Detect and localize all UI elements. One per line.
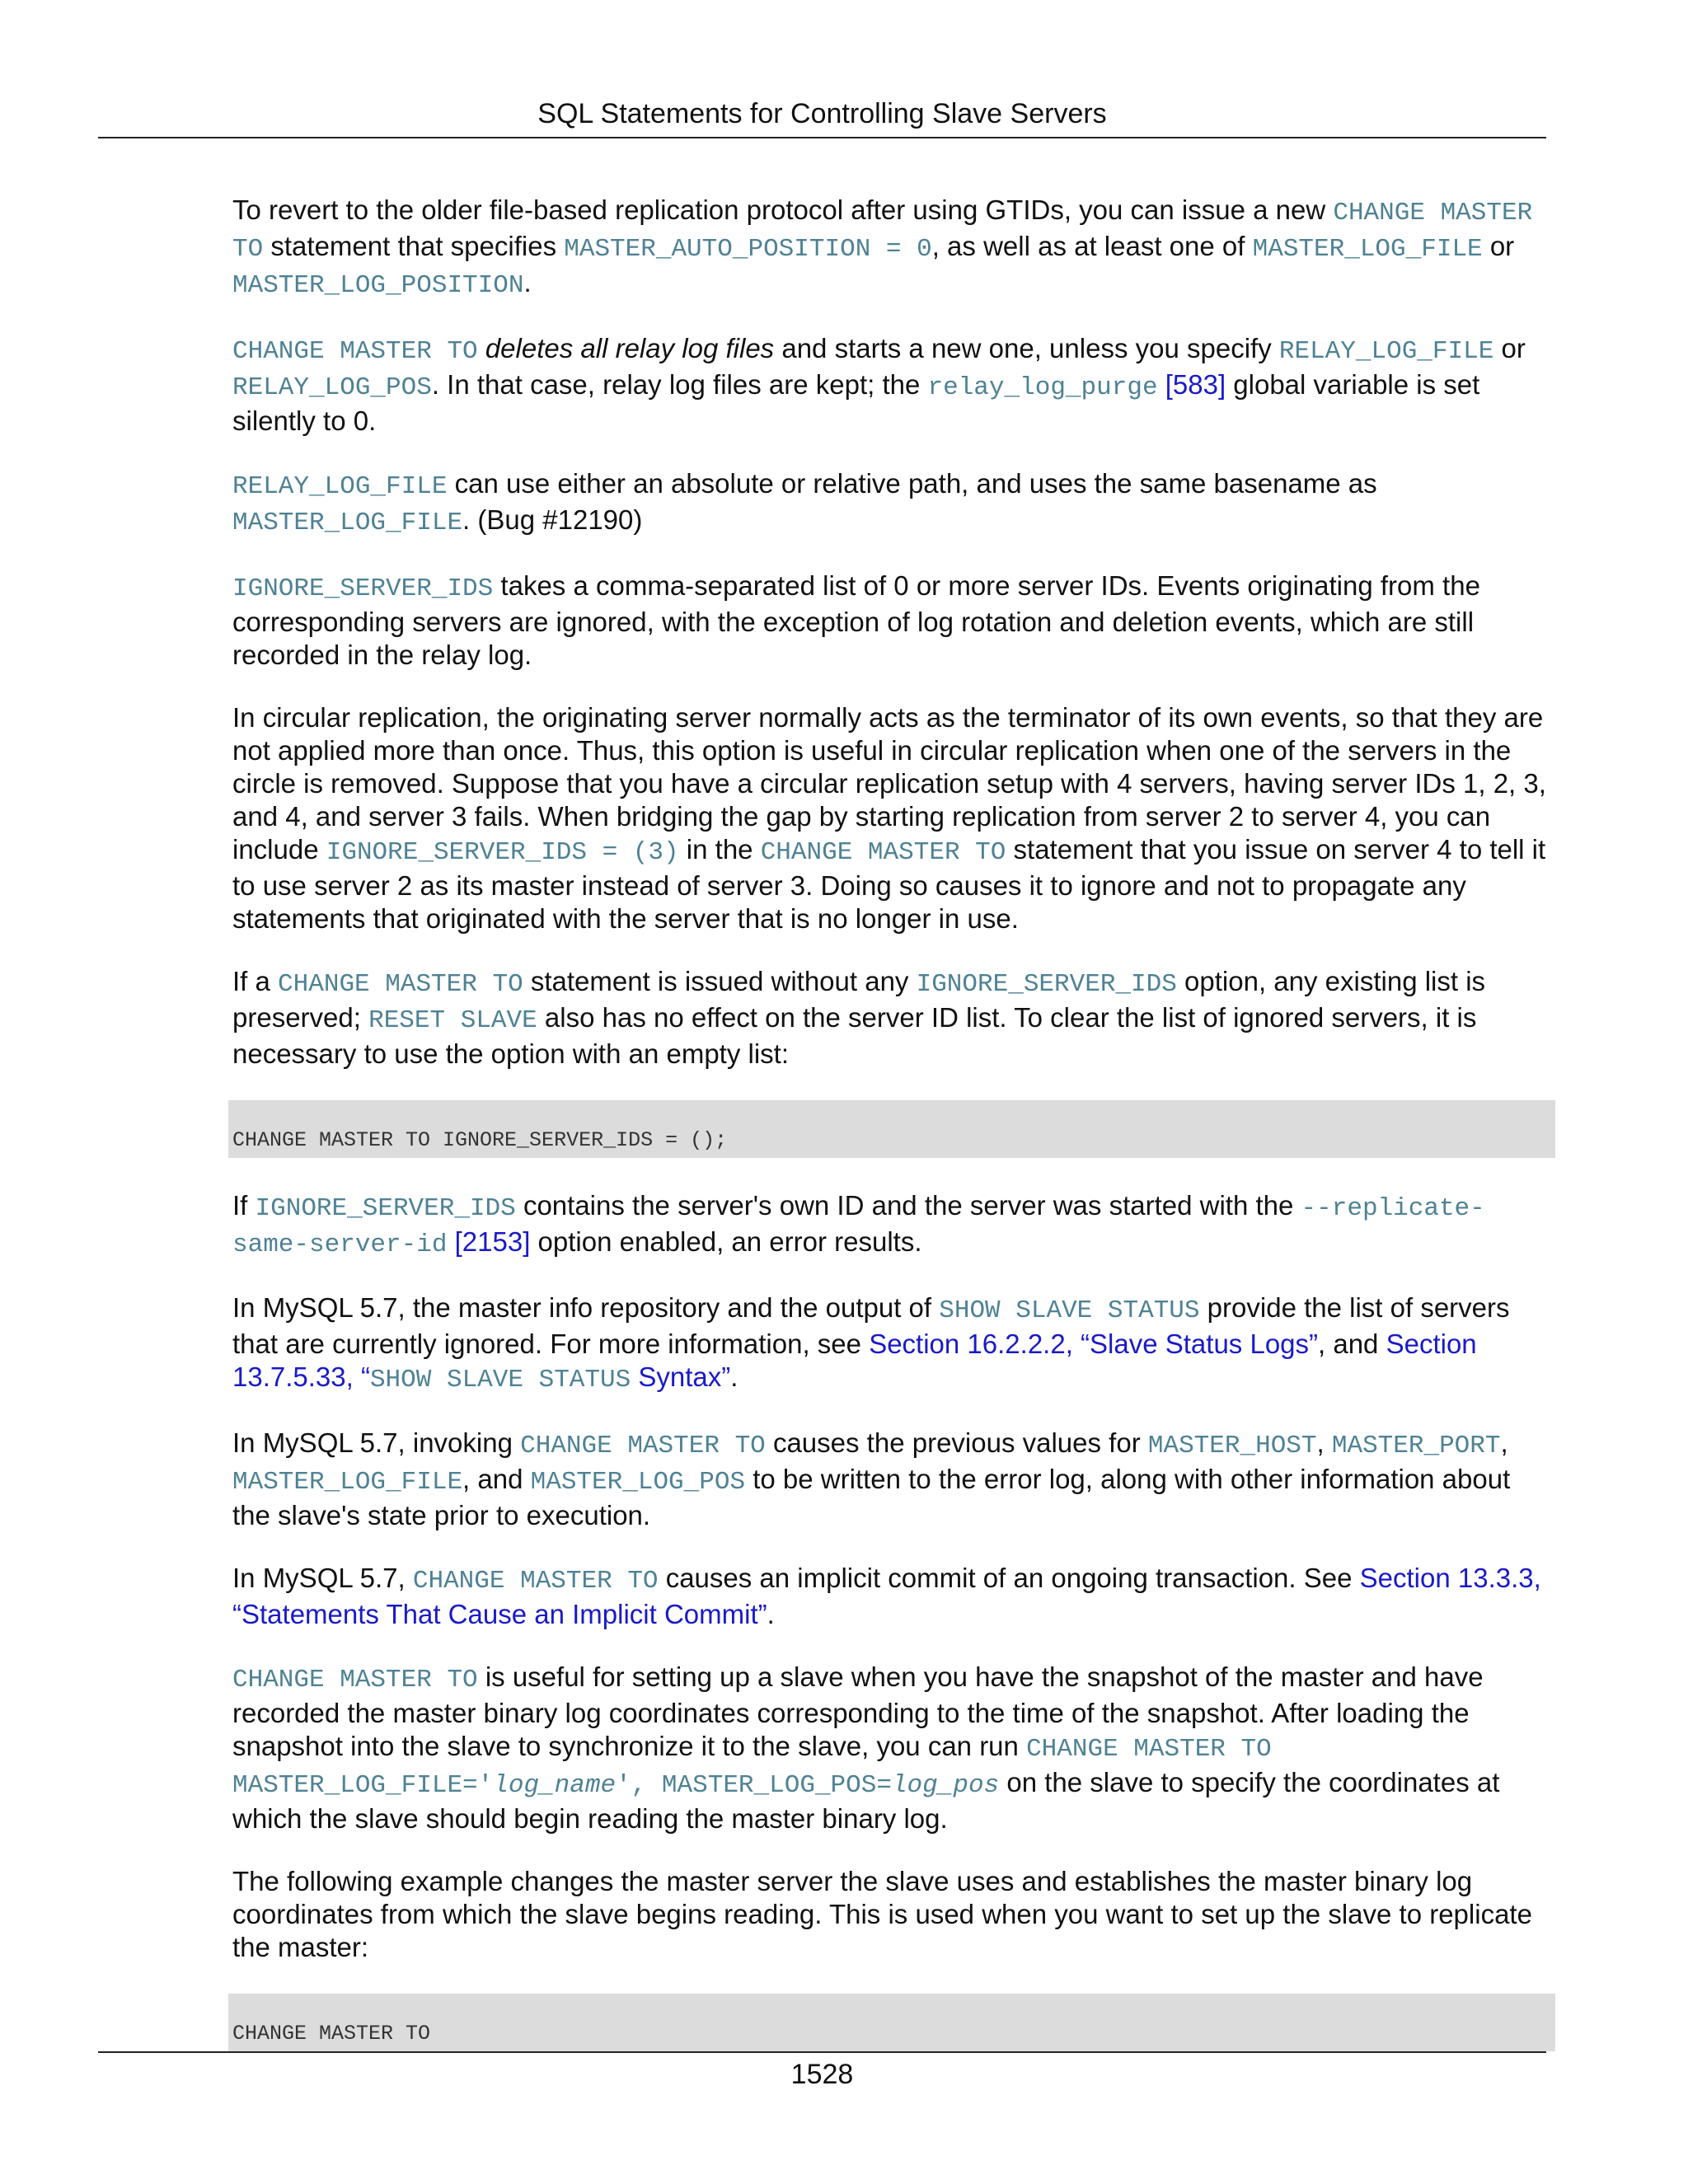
- code-literal: IGNORE_SERVER_IDS: [916, 970, 1177, 999]
- code-literal: SHOW SLAVE STATUS: [369, 1366, 631, 1394]
- link-ref-583[interactable]: [583]: [1165, 369, 1226, 400]
- text: In circular replication, the originating server normally acts as the terminator of its own events, so that they are not applied more than once. Thus, this option is useful in circular replication when one of the servers in the circle is removed. Suppose that you have a circular replication setup with 4 servers, having server IDs 1, 2, 3, and 4, and server 3 fails. When bridging the gap by starting replication from server 2 to server 4, you can include: [232, 702, 1546, 865]
- code-literal: CHANGE MASTER TO: [412, 1567, 659, 1596]
- text: statement is issued without any: [523, 966, 917, 996]
- code-literal: RELAY_LOG_FILE: [232, 472, 448, 501]
- text: statement that specifies: [263, 231, 565, 261]
- text: and starts a new one, unless you specify: [774, 333, 1279, 363]
- link-text: Section 13.7.5.33, “: [232, 1329, 1477, 1392]
- text: .: [767, 1599, 775, 1629]
- page-header: SQL Statements for Controlling Slave Servers: [537, 98, 1107, 129]
- code-literal: IGNORE_SERVER_IDS = (3): [326, 838, 679, 867]
- link-relay-log-purge[interactable]: relay_log_purge: [927, 373, 1158, 402]
- code-literal: MASTER_PORT: [1331, 1432, 1501, 1460]
- emphasis: deletes all relay log files: [485, 333, 775, 363]
- text: , and: [1318, 1329, 1386, 1359]
- code-placeholder: log_pos: [891, 1771, 1000, 1800]
- text: contains the server's own ID and the server was started with the: [515, 1190, 1301, 1221]
- link-implicit-commit[interactable]: Section 13.3.3, “Statements That Cause an Implicit Commit”: [232, 1563, 1541, 1629]
- code-literal: CHANGE MASTER TO: [278, 970, 523, 999]
- code-literal: ', MASTER_LOG_POS=: [616, 1771, 892, 1800]
- code-literal: MASTER_AUTO_POSITION = 0: [564, 235, 932, 264]
- code-literal: CHANGE MASTER TO MASTER_LOG_FILE=': [232, 1735, 1272, 1800]
- text: .: [730, 1361, 738, 1392]
- text: in the: [678, 834, 761, 865]
- code-literal: CHANGE MASTER TO: [520, 1432, 766, 1460]
- text: or: [1493, 333, 1526, 363]
- text: . (Bug #12190): [462, 504, 643, 535]
- paragraph-relay-log-files: [232, 332, 1551, 438]
- paragraph-circular-replication: [232, 701, 1551, 935]
- paragraph-own-id-error: [232, 1189, 1551, 1262]
- text: causes the previous values for: [765, 1427, 1148, 1458]
- header-divider: [98, 137, 1546, 138]
- text: To revert to the older file-based replication protocol after using GTIDs, you can issue a new: [232, 194, 1334, 225]
- code-literal: MASTER_LOG_FILE: [232, 1468, 463, 1497]
- link-replicate-same-server-id[interactable]: --replicate-same-server-id: [232, 1194, 1485, 1259]
- text: option, any existing list is preserved;: [232, 966, 1486, 1033]
- paragraph-implicit-commit: [232, 1562, 1551, 1631]
- text: global variable is set silently to 0.: [232, 369, 1480, 436]
- text: .: [523, 267, 532, 298]
- text: . In that case, relay log files are kept; the: [431, 369, 928, 400]
- text: If a: [232, 966, 279, 996]
- link-text: Syntax”: [631, 1361, 731, 1392]
- paragraph-ignore-server-ids: [232, 569, 1551, 672]
- text: In MySQL 5.7, the master info repository and the output of: [232, 1292, 940, 1323]
- code-literal: CHANGE MASTER TO: [232, 1666, 478, 1694]
- text: ,: [1316, 1427, 1332, 1458]
- text: on the slave to specify the coordinates at which the slave should begin reading the master binary log.: [232, 1767, 1500, 1834]
- text: option enabled, an error results.: [530, 1226, 922, 1257]
- text: The following example changes the master server the slave uses and establishes the master binary log coordinates from which the slave begins reading. This is used when you want to set up the slave to replicate the master:: [232, 1866, 1532, 1962]
- paragraph-relay-log-path: [232, 467, 1551, 540]
- text: In MySQL 5.7,: [232, 1563, 413, 1593]
- text: or: [1482, 231, 1515, 261]
- document-body: [232, 194, 1551, 2083]
- code-literal: MASTER_HOST: [1147, 1432, 1317, 1460]
- text: takes a comma-separated list of 0 or more server IDs. Events originating from the corresponding servers are ignored, with the exception of log rotation and deletion events, which are still recorded in the relay log.: [232, 570, 1480, 670]
- code-literal: MASTER_LOG_FILE: [1252, 235, 1483, 264]
- paragraph-revert-gtid: [232, 194, 1551, 302]
- code-literal: MASTER_LOG_POSITION: [232, 271, 524, 300]
- link-ref-2153[interactable]: [2153]: [454, 1226, 531, 1257]
- code-literal: CHANGE MASTER TO: [232, 337, 478, 366]
- text: to be written to the error log, along with other information about the slave's state prior to execution.: [232, 1464, 1511, 1530]
- text: ,: [1500, 1427, 1508, 1458]
- code-literal: SHOW SLAVE STATUS: [939, 1296, 1200, 1325]
- page-number: 1528: [790, 2059, 854, 2090]
- text: also has no effect on the server ID list. To clear the list of ignored servers, it is necessary to use the option with an empty list:: [232, 1002, 1477, 1069]
- footer-divider: [98, 2051, 1546, 2053]
- paragraph-snapshot: [232, 1661, 1551, 1835]
- paragraph-previous-values: [232, 1427, 1551, 1532]
- code-literal: RELAY_LOG_POS: [232, 373, 432, 402]
- text: statement that you issue on server 4 to tell it to use server 2 as its master instead of server 3. Doing so causes it to ignore and not to propagate any statements that originated with the server that is no longer in use.: [232, 834, 1546, 934]
- text: causes an implicit commit of an ongoing transaction. See: [658, 1563, 1360, 1593]
- text: , as well as at least one of: [931, 231, 1253, 261]
- code-literal: CHANGE MASTER TO: [232, 199, 1533, 264]
- code-literal: MASTER_LOG_FILE: [232, 509, 463, 537]
- text: In MySQL 5.7, invoking: [232, 1427, 521, 1458]
- code-literal: IGNORE_SERVER_IDS: [232, 574, 494, 603]
- text: , and: [462, 1464, 531, 1494]
- code-block-change-master-to: CHANGE MASTER TO: [228, 1994, 1555, 2051]
- code-block-ignore-server-ids: CHANGE MASTER TO IGNORE_SERVER_IDS = ();: [228, 1100, 1555, 1158]
- paragraph-example-intro: [232, 1865, 1551, 1964]
- text: is useful for setting up a slave when you have the snapshot of the master and have recorded the master binary log coordinates corresponding to the time of the snapshot. After loading the snapshot into the slave to synchronize it to the slave, you can run: [232, 1661, 1484, 1761]
- link-slave-status-logs[interactable]: Section 16.2.2.2, “Slave Status Logs”: [869, 1329, 1319, 1359]
- paragraph-list-preserved: [232, 965, 1551, 1071]
- code-literal: MASTER_LOG_POS: [530, 1468, 746, 1497]
- text: provide the list of servers that are currently ignored. For more information, see: [232, 1292, 1510, 1359]
- paragraph-master-info-repository: [232, 1291, 1551, 1397]
- code-literal: RESET SLAVE: [368, 1006, 537, 1035]
- code-literal: RELAY_LOG_FILE: [1278, 337, 1494, 366]
- code-placeholder: log_name: [493, 1771, 617, 1800]
- code-literal: IGNORE_SERVER_IDS: [255, 1194, 516, 1223]
- code-literal: CHANGE MASTER TO: [760, 838, 1006, 867]
- text: If: [232, 1190, 256, 1221]
- text: can use either an absolute or relative path, and uses the same basename as: [447, 468, 1377, 499]
